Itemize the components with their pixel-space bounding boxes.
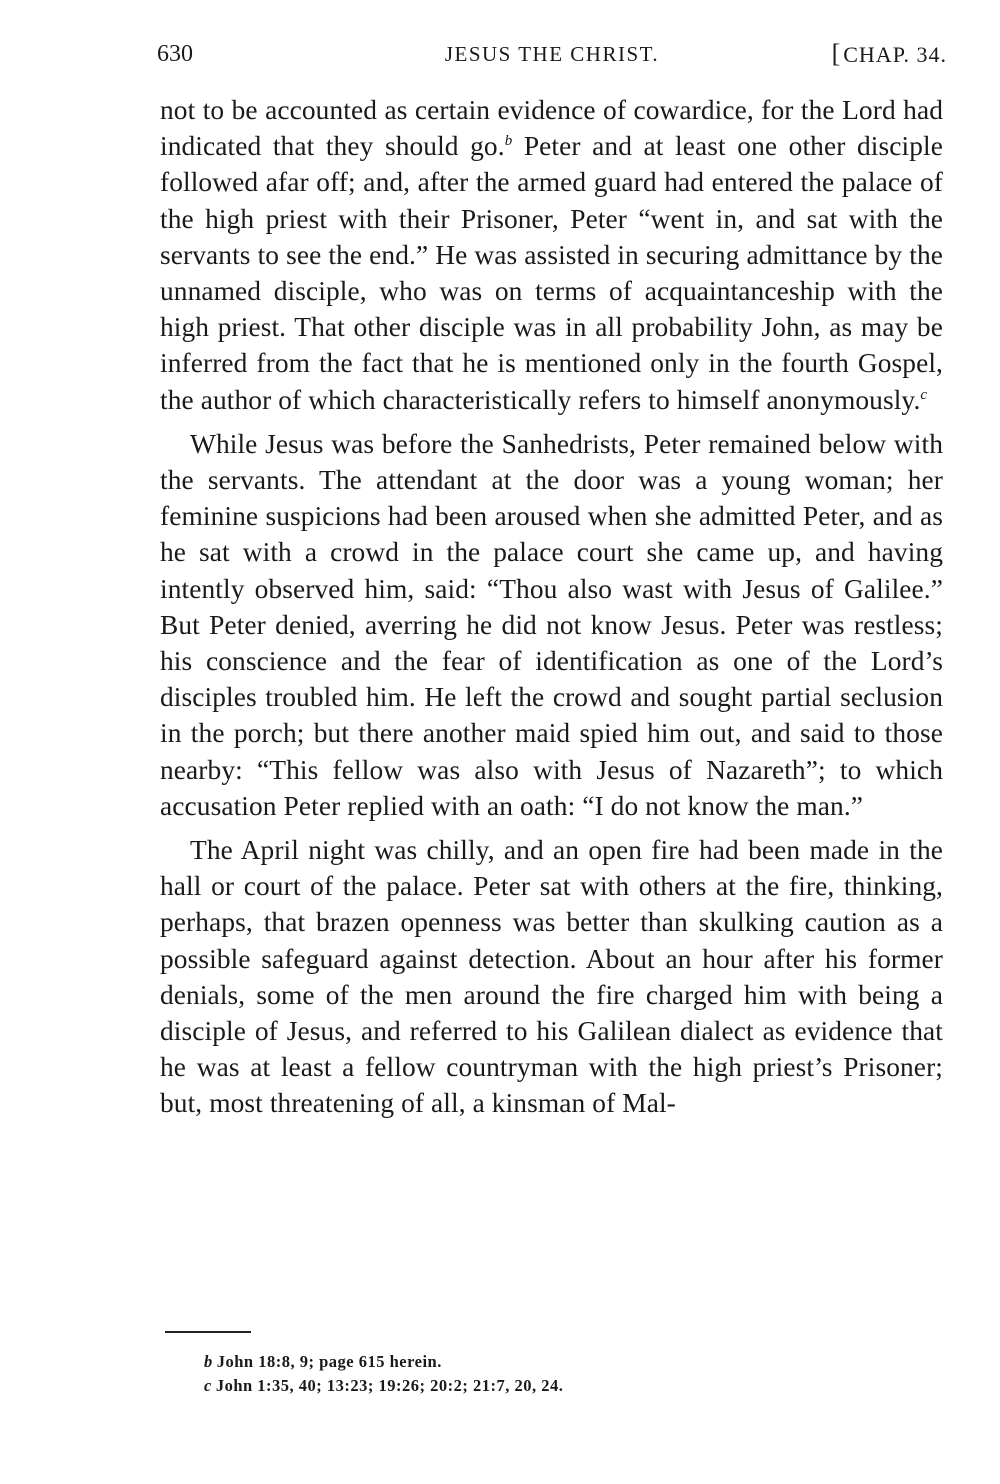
footnote-text: John 1:35, 40; 13:23; 19:26; 20:2; 21:7, 20, 24. xyxy=(215,1376,564,1395)
running-title: JESUS THE CHRIST. xyxy=(444,42,660,66)
footnote-marker: b xyxy=(204,1352,213,1371)
paragraph-1 xyxy=(160,92,943,418)
paragraph-text: not to be accounted as certain evidence of cowardice, for the Lord had indicated that they should go. xyxy=(160,95,943,162)
footnote-b xyxy=(204,1350,804,1374)
paragraph-3 xyxy=(160,832,943,1122)
footnote-divider xyxy=(165,1331,251,1333)
footnote-c xyxy=(204,1374,804,1398)
chapter-text: CHAP. 34. xyxy=(843,42,947,67)
paragraph-2 xyxy=(160,426,943,824)
footnote-ref-c: c xyxy=(920,386,928,403)
footnote-text: John 18:8, 9; page 615 herein. xyxy=(216,1352,442,1371)
chapter-label xyxy=(832,34,947,75)
body-text xyxy=(160,92,943,1122)
footnotes xyxy=(204,1350,804,1398)
footnote-marker: c xyxy=(204,1376,212,1395)
footnote-ref-b: b xyxy=(504,133,513,150)
chapter-bracket: [ xyxy=(831,39,842,68)
page-number: 630 xyxy=(157,41,193,67)
paragraph-text: The April night was chilly, and an open fire had been made in the hall or court of the palace. Peter sat with others at the fire, thinking, perhaps, that brazen openness was better than skulking caution as a possible safeguard against detection. About an hour after his former denials, some of the men around the fire charged him with being a disciple of Jesus, and referred to his Galilean dialect as evidence that he was at least a fellow countryman with the high priest’s Prisoner; but, most threatening of all, a kinsman of Mal- xyxy=(160,835,943,1119)
running-header xyxy=(157,34,947,74)
paragraph-text: Peter and at least one other disciple followed afar off; and, after the armed guard had entered the palace of the high priest with their Prisoner, Peter “went in, and sat with the servants to see the end.” He was assisted in securing admittance by the unnamed disciple, who was on terms of acquaintanceship with the high priest. That other disciple was in all probability John, as may be inferred from the fact that he is mentioned only in the fourth Gospel, the author of which characteristically refers to himself anonymously. xyxy=(160,131,943,415)
paragraph-text: While Jesus was before the Sanhedrists, Peter remained below with the servants. The attendant at the door was a young woman; her feminine suspicions had been aroused when she admitted Peter, and as he sat with a crowd in the palace court she came up, and having intently observed him, said: “Thou also wast with Jesus of Galilee.” But Peter denied, averring he did not know Jesus. Peter was restless; his conscience and the fear of identification as one of the Lord’s disciples troubled him. He left the crowd and sought partial seclusion in the porch; but there another maid spied him out, and said to those nearby: “This fellow was also with Jesus of Nazareth”; to which accusation Peter replied with an oath: “I do not know the man.” xyxy=(160,428,943,821)
